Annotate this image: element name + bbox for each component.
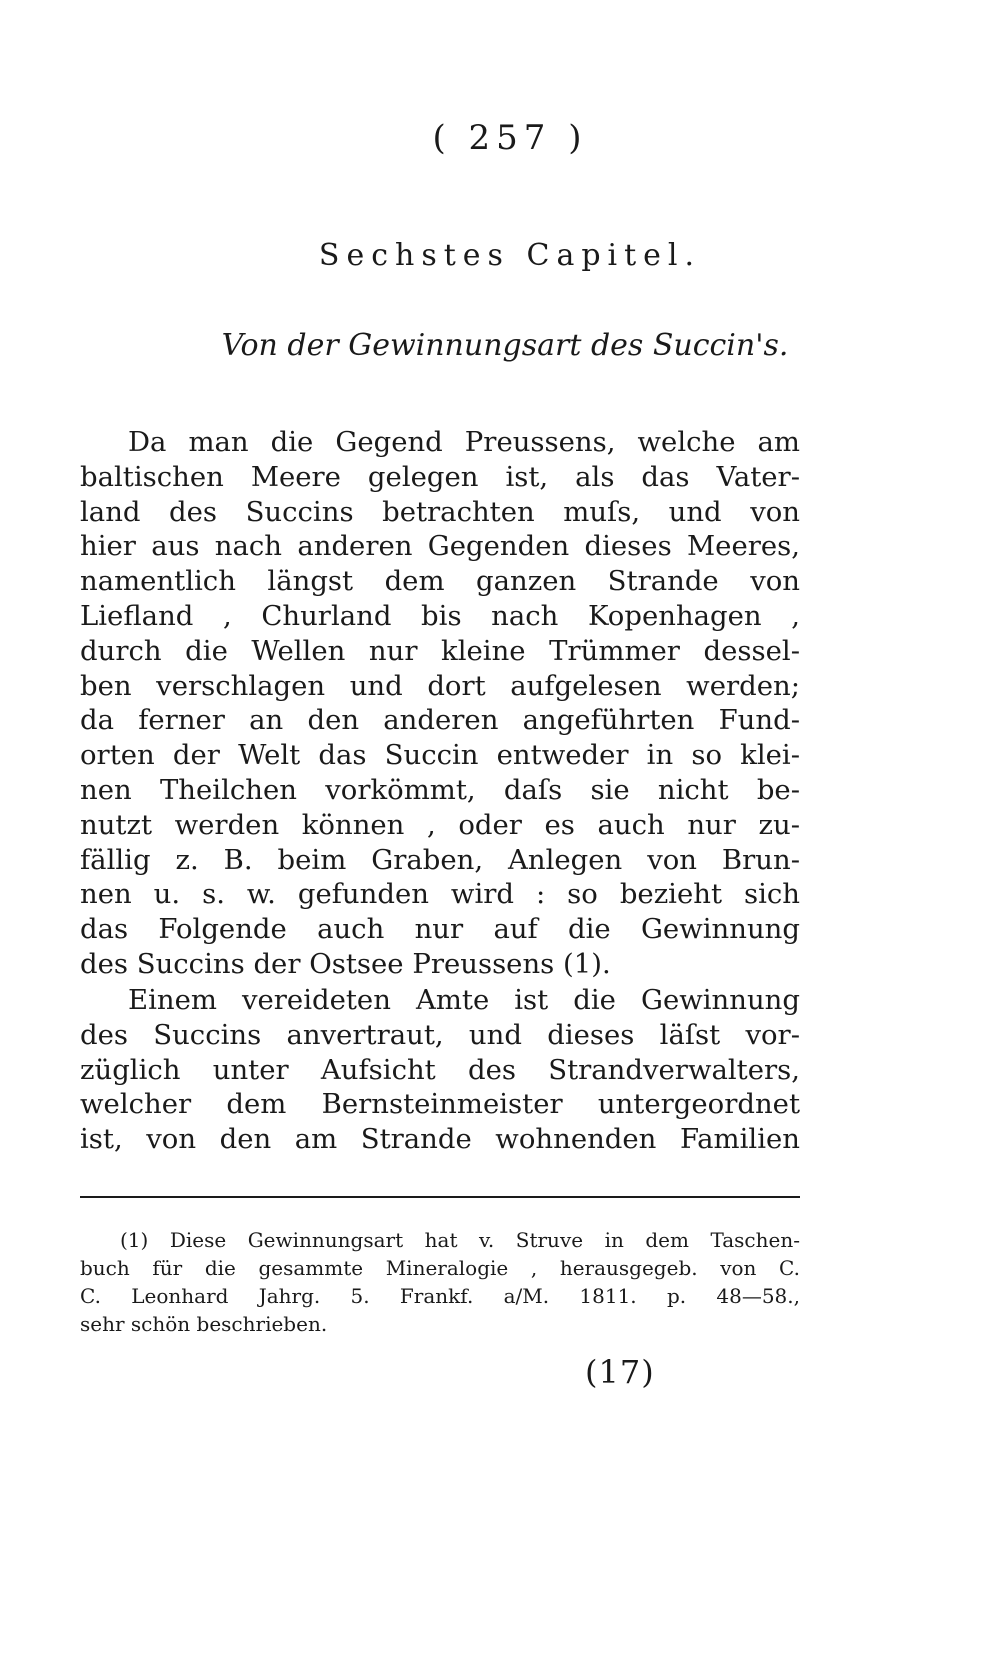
text-line: ben verschlagen und dort aufgelesen werden;: [80, 669, 800, 702]
text-line: Da man die Gegend Preussens, welche am: [128, 426, 800, 458]
text-line: nutzt werden können , oder es auch nur zu-: [80, 808, 800, 841]
page-number: ( 257 ): [432, 118, 588, 158]
paragraph-2: [80, 983, 800, 1157]
text-line: baltischen Meere gelegen ist, als das Vater-: [80, 460, 800, 493]
text-line: nen u. s. w. gefunden wird : so bezieht sich: [80, 878, 800, 911]
text-line: ist, von den am Strande wohnenden Familien: [80, 1123, 800, 1156]
paragraph-1: [80, 425, 800, 982]
footnote-line: C. Leonhard Jahrg. 5. Frankf. a/M. 1811. p. 48—58.,: [80, 1284, 800, 1308]
text-line: da ferner an den anderen angeführten Fund-: [80, 704, 800, 737]
footnote-line: (1) Diese Gewinnungsart hat v. Struve in dem Taschen-: [120, 1228, 800, 1252]
text-line: Liefland , Churland bis nach Kopenhagen ,: [80, 599, 800, 632]
text-line: Einem vereideten Amte ist die Gewinnung: [128, 984, 800, 1016]
footnote-divider: [80, 1196, 800, 1198]
signature-mark: (17): [585, 1353, 655, 1391]
text-line: hier aus nach anderen Gegenden dieses Meeres,: [80, 530, 800, 563]
footnote-line: buch für die gesammte Mineralogie , herausgegeb. von C.: [80, 1256, 800, 1280]
text-line: nen Theilchen vorkömmt, daſs sie nicht be-: [80, 773, 800, 806]
footnote: [80, 1226, 800, 1338]
footnote-line: sehr schön beschrieben.: [80, 1312, 328, 1336]
chapter-title: Sechstes Capitel.: [318, 238, 702, 273]
text-line: welcher dem Bernsteinmeister untergeordnet: [80, 1088, 800, 1121]
text-line: namentlich längst dem ganzen Strande von: [80, 565, 800, 598]
chapter-subtitle: Von der Gewinnungsart des Succin's.: [221, 328, 789, 363]
text-line: das Folgende auch nur auf die Gewinnung: [80, 913, 800, 946]
text-line: des Succins anvertraut, und dieses läſst vor-: [80, 1018, 800, 1051]
text-line: durch die Wellen nur kleine Trümmer dessel-: [80, 634, 800, 667]
text-line: des Succins der Ostsee Preussens (1).: [80, 947, 611, 980]
text-line: land des Succins betrachten muſs, und von: [80, 495, 800, 528]
text-line: züglich unter Aufsicht des Strandverwalters,: [80, 1053, 800, 1086]
text-line: fällig z. B. beim Graben, Anlegen von Brun-: [80, 843, 800, 876]
text-line: orten der Welt das Succin entweder in so klei-: [80, 739, 800, 772]
